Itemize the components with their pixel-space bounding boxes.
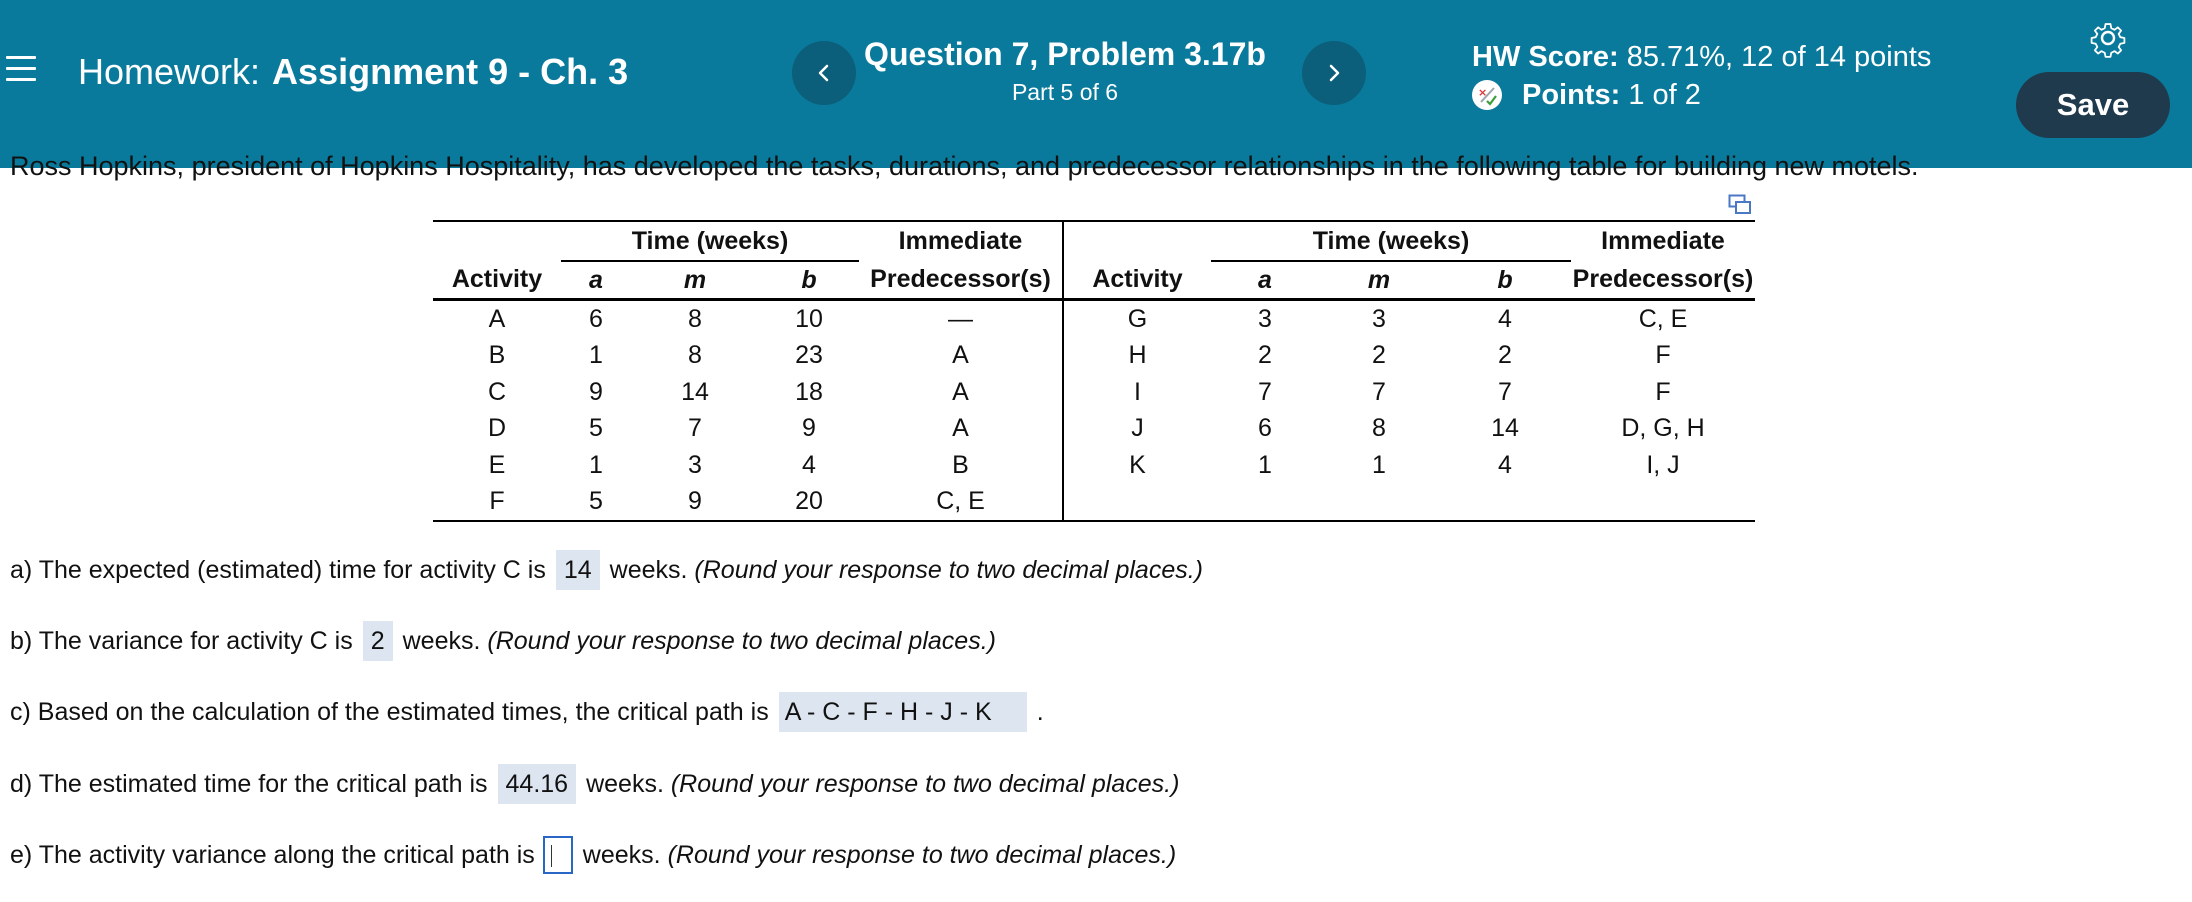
chevron-left-icon (813, 62, 835, 84)
b-cell: 4 (1498, 450, 1512, 479)
m-cell: 3 (688, 450, 702, 479)
activity-cell: F (489, 487, 505, 516)
b-header: b (759, 261, 859, 300)
predecessor-cell: B (859, 447, 1063, 484)
activity-cell: C (487, 377, 507, 406)
previous-question-button[interactable] (792, 41, 856, 105)
table-header-row (433, 261, 1755, 300)
hamburger-menu-icon[interactable] (6, 56, 36, 84)
predecessor-cell: I, J (1646, 450, 1680, 479)
question-heading (860, 34, 1270, 108)
question-a (10, 550, 1203, 590)
activity-cell: D (487, 414, 507, 443)
a-cell: 1 (1258, 450, 1272, 479)
b-cell: 23 (795, 341, 823, 370)
m-cell: 8 (688, 341, 702, 370)
predecessor-cell: C, E (859, 484, 1063, 522)
b-cell: 9 (802, 414, 816, 443)
a-cell: 7 (1258, 377, 1272, 406)
b-cell: 7 (1498, 377, 1512, 406)
a-header: a (1211, 261, 1319, 300)
predecessors-header: Predecessor(s) (859, 261, 1063, 300)
predecessor-cell: F (1655, 377, 1671, 406)
predecessor-cell: A (859, 338, 1063, 375)
question-a-unit: weeks. (609, 556, 688, 584)
svg-text:×: × (1478, 86, 1488, 99)
activity-header: Activity (1063, 261, 1211, 300)
m-cell: 14 (681, 377, 709, 406)
a-header: a (561, 261, 631, 300)
question-d-text: d) The estimated time for the critical path is (10, 770, 488, 798)
activity-cell: B (488, 341, 506, 370)
b-header: b (1439, 261, 1571, 300)
a-cell: 2 (1258, 341, 1272, 370)
predecessor-cell: A (859, 411, 1063, 448)
a-cell: 1 (589, 450, 603, 479)
partial-credit-icon (1472, 80, 1502, 110)
activity-header: Activity (433, 261, 561, 300)
m-cell: 8 (688, 304, 702, 333)
answer-a-field[interactable]: 14 (556, 550, 600, 590)
answer-c-field[interactable]: A - C - F - H - J - K (779, 692, 1027, 732)
m-cell: 3 (1372, 304, 1386, 333)
predecessor-cell: F (1655, 341, 1671, 370)
table-row (433, 447, 1755, 484)
rounding-note: (Round your response to two decimal places.) (694, 556, 1204, 584)
a-cell: 9 (589, 377, 603, 406)
rounding-note: (Round your response to two decimal places.) (487, 627, 996, 655)
m-header: m (631, 261, 759, 300)
question-b-unit: weeks. (402, 627, 481, 655)
chevron-right-icon (1323, 62, 1345, 84)
predecessor-cell: C, E (1638, 304, 1688, 333)
hw-score-label: HW Score: (1472, 41, 1619, 73)
question-e-unit: weeks. (582, 841, 661, 869)
immediate-header: Immediate (1601, 227, 1725, 255)
time-weeks-header: Time (weeks) (1211, 221, 1571, 261)
rounding-note: (Round your response to two decimal places.) (667, 841, 1177, 869)
a-cell: 5 (589, 487, 603, 516)
question-c-text: c) Based on the calculation of the estimated times, the critical path is (10, 698, 769, 726)
assignment-name: Assignment 9 - Ch. 3 (272, 51, 629, 92)
question-title: Question 7, Problem 3.17b (864, 36, 1266, 72)
m-cell: 1 (1372, 450, 1386, 479)
expand-table-icon[interactable] (1728, 194, 1752, 216)
table-row (433, 338, 1755, 375)
answer-e-input[interactable] (543, 836, 573, 874)
activity-cell: K (1129, 450, 1146, 479)
b-cell: 14 (1491, 414, 1519, 443)
a-cell: 1 (589, 341, 603, 370)
predecessor-cell: D, G, H (1621, 414, 1705, 443)
question-a-text: a) The expected (estimated) time for activity C is (10, 556, 546, 584)
points-label: Points: (1522, 79, 1621, 111)
b-cell: 20 (795, 487, 823, 516)
a-cell: 5 (589, 414, 603, 443)
save-button[interactable]: Save (2016, 72, 2170, 138)
m-header: m (1319, 261, 1439, 300)
b-cell: 2 (1498, 341, 1512, 370)
question-b-text: b) The variance for activity C is (10, 627, 353, 655)
next-question-button[interactable] (1302, 41, 1366, 105)
m-cell: 2 (1372, 341, 1386, 370)
b-cell: 4 (802, 450, 816, 479)
activity-cell: I (1134, 377, 1141, 406)
question-d-unit: weeks. (586, 770, 664, 798)
table-header-row (433, 221, 1755, 261)
activity-cell: A (488, 304, 506, 333)
hw-score (1472, 38, 1931, 76)
activity-table (433, 220, 1755, 522)
m-cell: 7 (688, 414, 702, 443)
points-value: 1 of 2 (1628, 79, 1701, 111)
homework-prefix: Homework: (78, 51, 261, 92)
answer-b-field[interactable]: 2 (363, 621, 393, 661)
b-cell: 4 (1498, 304, 1512, 333)
immediate-header: Immediate (859, 221, 1063, 261)
predecessor-cell: A (859, 374, 1063, 411)
a-cell: 3 (1258, 304, 1272, 333)
hw-score-value: 85.71%, 12 of 14 points (1626, 41, 1932, 73)
table-row (433, 300, 1755, 338)
question-c-period: . (1036, 698, 1044, 726)
b-cell: 18 (795, 377, 823, 406)
question-e-text: e) The activity variance along the critical path is (10, 841, 535, 869)
predecessor-cell: — (859, 300, 1063, 338)
m-cell: 7 (1372, 377, 1386, 406)
activity-cell: J (1131, 414, 1144, 443)
activity-cell: G (1127, 304, 1148, 333)
time-weeks-header: Time (weeks) (561, 221, 859, 261)
top-header (0, 0, 2192, 168)
rounding-note: (Round your response to two decimal places.) (670, 770, 1180, 798)
points (1472, 76, 1701, 114)
homework-title (78, 52, 628, 92)
problem-intro (10, 151, 1919, 184)
b-cell: 10 (795, 304, 823, 333)
question-part: Part 5 of 6 (1011, 79, 1119, 105)
activity-cell: H (1128, 341, 1147, 370)
question-e (10, 835, 1176, 875)
a-cell: 6 (589, 304, 603, 333)
answer-d-field[interactable]: 44.16 (498, 764, 577, 804)
table-row (433, 374, 1755, 411)
question-b (10, 621, 996, 661)
table-row (433, 411, 1755, 448)
activity-cell: E (488, 450, 506, 479)
predecessors-header: Predecessor(s) (1571, 261, 1755, 300)
m-cell: 8 (1372, 414, 1386, 443)
problem-intro-text: Ross Hopkins, president of Hopkins Hospitality, has developed the tasks, durations, and predecessor relationships in the following table for building new motels. (10, 151, 1919, 181)
table-row (433, 484, 1755, 522)
a-cell: 6 (1258, 414, 1272, 443)
question-d (10, 764, 1179, 804)
settings-gear-icon[interactable] (2088, 18, 2128, 58)
m-cell: 9 (688, 487, 702, 516)
question-c (10, 692, 1044, 732)
